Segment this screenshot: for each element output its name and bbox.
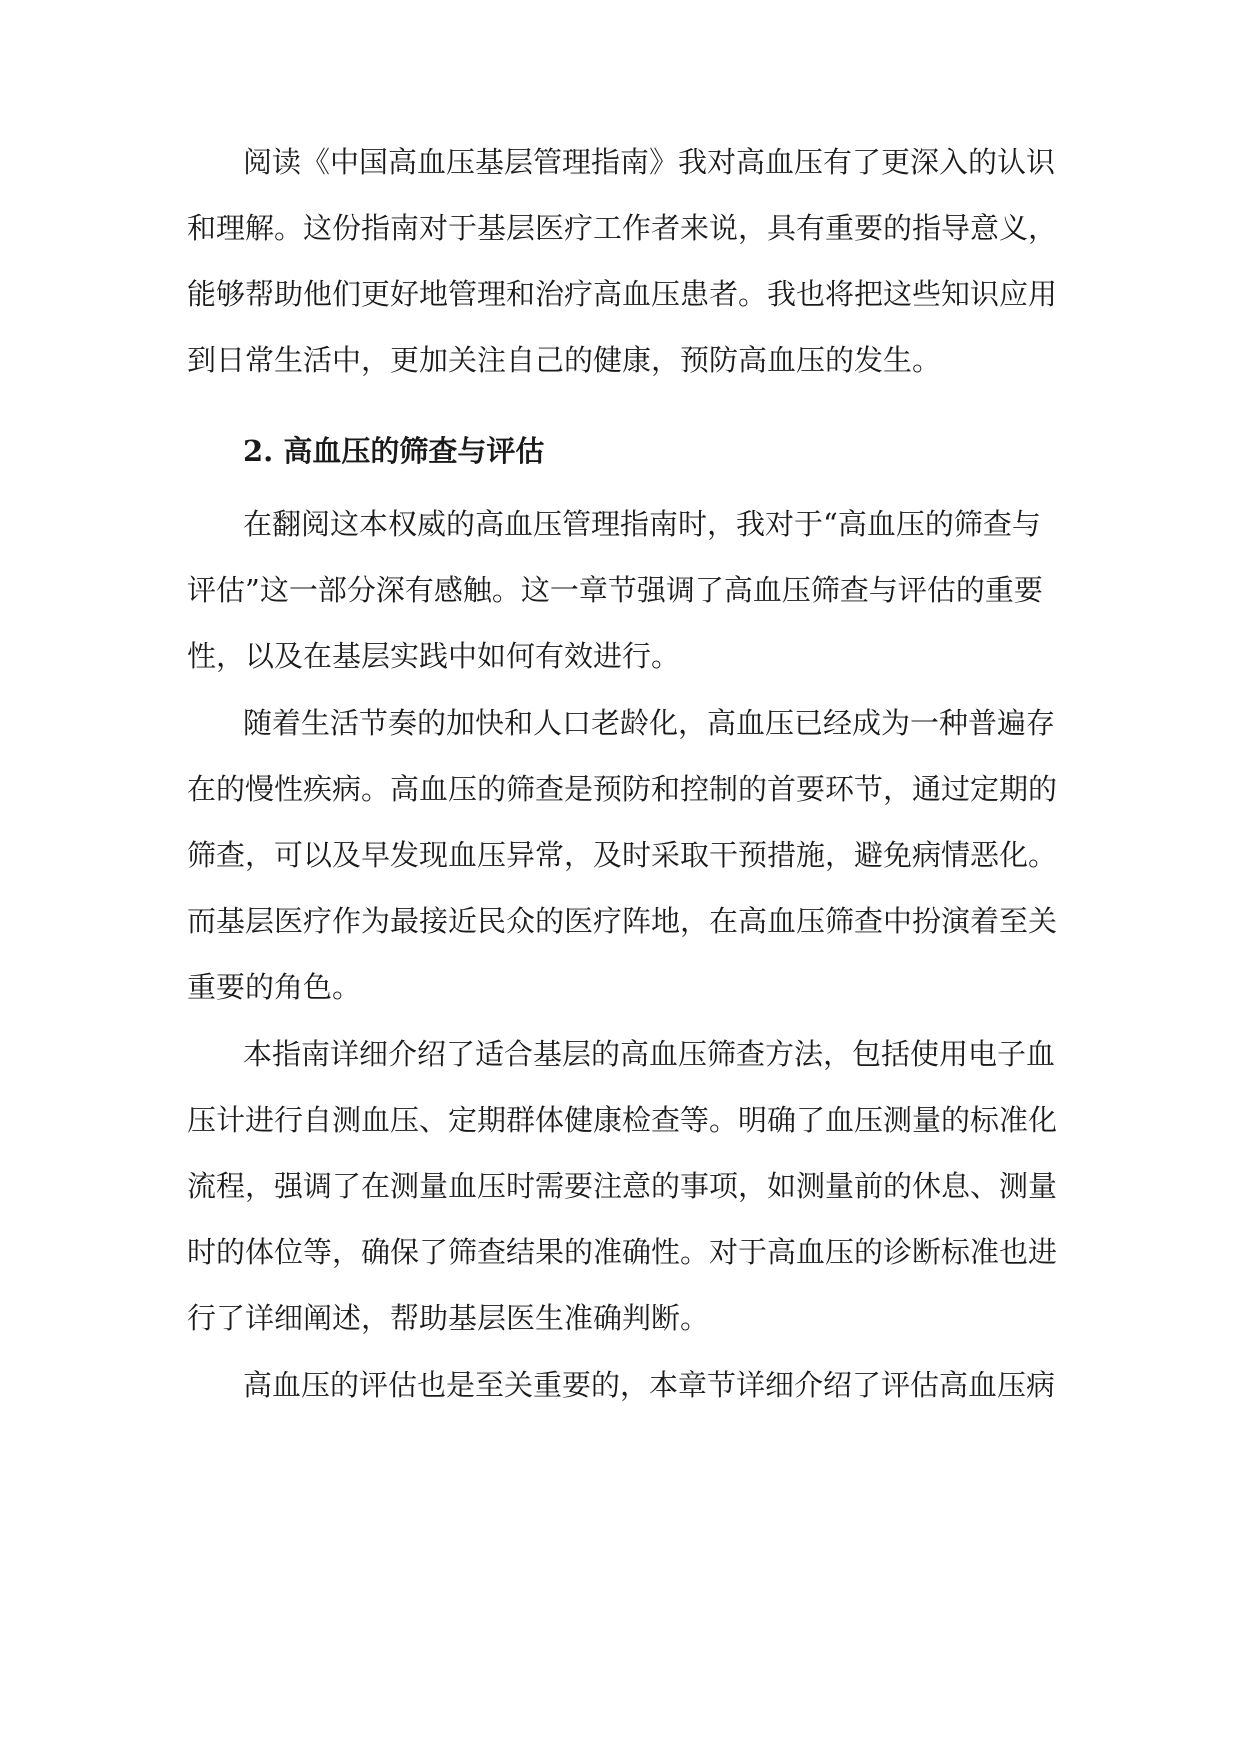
text-line: 到日常生活中，更加关注自己的健康，预防高血压的发生。 [187,343,942,377]
text-line: 评估”这一部分深有感触。这一章节强调了高血压筛查与评估的重要 [187,573,1043,607]
text-line: 在翻阅这本权威的高血压管理指南时，我对于“高血压的筛查与 [243,507,1041,541]
text-line: 筛查，可以及早发现血压异常，及时采取干预措施，避免病情恶化。 [187,838,1058,872]
text-line: 随着生活节奏的加快和人口老龄化，高血压已经成为一种普遍存 [243,706,1056,740]
text-line: 和理解。这份指南对于基层医疗工作者来说，具有重要的指导意义， [187,211,1058,245]
text-line: 压计进行自测血压、定期群体健康检查等。明确了血压测量的标准化 [187,1103,1058,1137]
text-line: 而基层医疗作为最接近民众的医疗阵地，在高血压筛查中扮演着至关 [187,904,1058,938]
text-line: 在的慢性疾病。高血压的筛查是预防和控制的首要环节，通过定期的 [187,772,1058,806]
text-line: 流程，强调了在测量血压时需要注意的事项，如测量前的休息、测量 [187,1169,1058,1203]
text-line: 重要的角色。 [187,970,362,1004]
text-line: 能够帮助他们更好地管理和治疗高血压患者。我也将把这些知识应用 [187,277,1058,311]
text-line: 阅读《中国高血压基层管理指南》我对高血压有了更深入的认识 [243,145,1056,179]
text-line: 高血压的评估也是至关重要的，本章节详细介绍了评估高血压病 [243,1368,1056,1402]
text-line: 行了详细阐述，帮助基层医生准确判断。 [187,1301,710,1335]
text-line: 性，以及在基层实践中如何有效进行。 [187,639,681,673]
text-line: 本指南详细介绍了适合基层的高血压筛查方法，包括使用电子血 [243,1037,1056,1071]
text-line: 时的体位等，确保了筛查结果的准确性。对于高血压的诊断标准也进 [187,1235,1058,1269]
section-heading: 2. 高血压的筛查与评估 [243,434,545,468]
